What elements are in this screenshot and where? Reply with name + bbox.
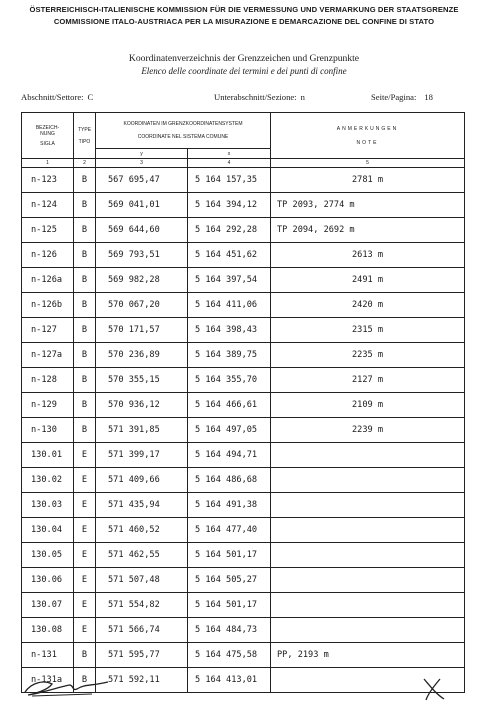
table-row [22, 193, 465, 218]
point-type: E [74, 443, 96, 468]
table-row [22, 543, 465, 568]
coord-x: 5 164 398,43 [188, 318, 271, 343]
point-id: 130.08 [22, 618, 74, 643]
table-row [22, 643, 465, 668]
point-id: n-130 [22, 418, 74, 443]
point-type: B [74, 218, 96, 243]
coord-y: 571 409,66 [96, 468, 188, 493]
header-line-italian: COMMISSIONE ITALO-AUSTRIACA PER LA MISURAZIONE E DEMARCAZIONE DEL CONFINE DI STATO [53, 17, 435, 26]
column-index: 1 [22, 159, 74, 168]
coord-y: 567 695,47 [96, 168, 188, 193]
coord-y: 571 566,74 [96, 618, 188, 643]
table-row [22, 518, 465, 543]
page-field [371, 92, 433, 102]
coord-y: 569 644,60 [96, 218, 188, 243]
header-y: y [96, 149, 188, 159]
table-row [22, 318, 465, 343]
column-index: 4 [188, 159, 271, 168]
coord-x: 5 164 157,35 [188, 168, 271, 193]
note: 2235 m [271, 343, 465, 368]
table-row [22, 168, 465, 193]
header-line-german: ÖSTERREICHISCH-ITALIENISCHE KOMMISSION FÜR DIE VERMESSUNG UND VERMARKUNG DER STAATSGRENZE [29, 5, 459, 14]
coord-x: 5 164 389,75 [188, 343, 271, 368]
point-type: B [74, 668, 96, 693]
coord-y: 571 554,82 [96, 593, 188, 618]
subsection-value: n [300, 92, 305, 102]
header-x: x [188, 149, 271, 159]
point-type: B [74, 193, 96, 218]
coord-y: 571 592,11 [96, 668, 188, 693]
note [271, 543, 465, 568]
page-value: 18 [424, 92, 433, 102]
table-row [22, 568, 465, 593]
point-id: n-126 [22, 243, 74, 268]
point-id: n-131a [22, 668, 74, 693]
point-type: B [74, 393, 96, 418]
point-type: B [74, 268, 96, 293]
point-type: B [74, 293, 96, 318]
note: TP 2093, 2774 m [271, 193, 465, 218]
signature-left [22, 676, 112, 698]
note [271, 593, 465, 618]
header-type: TYPE TIPO [74, 113, 96, 159]
point-id: 130.05 [22, 543, 74, 568]
note: 2127 m [271, 368, 465, 393]
coord-y: 570 355,15 [96, 368, 188, 393]
point-id: n-125 [22, 218, 74, 243]
point-type: B [74, 318, 96, 343]
point-type: B [74, 643, 96, 668]
coord-y: 571 462,55 [96, 543, 188, 568]
coord-x: 5 164 394,12 [188, 193, 271, 218]
coord-y: 570 936,12 [96, 393, 188, 418]
table-row [22, 293, 465, 318]
section-field [21, 92, 93, 102]
note: 2613 m [271, 243, 465, 268]
point-type: E [74, 593, 96, 618]
coord-y: 569 982,28 [96, 268, 188, 293]
point-type: B [74, 243, 96, 268]
note [271, 443, 465, 468]
coord-y: 571 391,85 [96, 418, 188, 443]
coord-y: 570 067,20 [96, 293, 188, 318]
coord-x: 5 164 292,28 [188, 218, 271, 243]
section-value: C [87, 92, 94, 102]
header-notes: ANMERKUNGEN NOTE [271, 113, 465, 159]
note [271, 568, 465, 593]
point-id: 130.02 [22, 468, 74, 493]
document-title-german: Koordinatenverzeichnis der Grenzzeichen und Grenzpunkte [128, 53, 360, 64]
note: 2491 m [271, 268, 465, 293]
coord-x: 5 164 451,62 [188, 243, 271, 268]
coord-x: 5 164 486,68 [188, 468, 271, 493]
note [271, 493, 465, 518]
note: 2239 m [271, 418, 465, 443]
coord-x: 5 164 477,40 [188, 518, 271, 543]
header-designation: BEZEICH- NUNG SIGLA [22, 113, 74, 159]
table-row [22, 593, 465, 618]
coord-x: 5 164 505,27 [188, 568, 271, 593]
coord-x: 5 164 491,38 [188, 493, 271, 518]
point-id: n-126a [22, 268, 74, 293]
column-index: 2 [74, 159, 96, 168]
point-id: n-127a [22, 343, 74, 368]
point-id: 130.07 [22, 593, 74, 618]
subsection-field [214, 92, 305, 102]
table-row [22, 343, 465, 368]
coord-y: 571 595,77 [96, 643, 188, 668]
column-index: 3 [96, 159, 188, 168]
coord-x: 5 164 494,71 [188, 443, 271, 468]
note [271, 468, 465, 493]
point-id: n-124 [22, 193, 74, 218]
header-coordinates: KOORDINATEN IM GRENZKOORDINATENSYSTEM COORDINATE NEL SISTEMA COMUNE [96, 113, 271, 149]
coordinate-table [21, 112, 465, 693]
coord-x: 5 164 411,06 [188, 293, 271, 318]
table-row [22, 268, 465, 293]
point-id: n-129 [22, 393, 74, 418]
point-type: E [74, 568, 96, 593]
coord-y: 569 793,51 [96, 243, 188, 268]
coord-x: 5 164 466,61 [188, 393, 271, 418]
point-type: E [74, 493, 96, 518]
coord-y: 569 041,01 [96, 193, 188, 218]
point-id: n-126b [22, 293, 74, 318]
table-row [22, 618, 465, 643]
coord-y: 571 399,17 [96, 443, 188, 468]
point-type: E [74, 618, 96, 643]
coord-y: 571 507,48 [96, 568, 188, 593]
point-id: 130.04 [22, 518, 74, 543]
subsection-label: Unterabschnitt/Sezione: [214, 92, 297, 102]
note [271, 518, 465, 543]
point-type: B [74, 343, 96, 368]
coord-y: 571 435,94 [96, 493, 188, 518]
coord-x: 5 164 501,17 [188, 593, 271, 618]
note: TP 2094, 2692 m [271, 218, 465, 243]
coord-y: 570 236,89 [96, 343, 188, 368]
note: 2420 m [271, 293, 465, 318]
note: 2109 m [271, 393, 465, 418]
point-id: 130.06 [22, 568, 74, 593]
point-type: B [74, 168, 96, 193]
point-type: B [74, 418, 96, 443]
coord-y: 571 460,52 [96, 518, 188, 543]
point-id: 130.01 [22, 443, 74, 468]
note [271, 618, 465, 643]
coord-y: 570 171,57 [96, 318, 188, 343]
table-row [22, 418, 465, 443]
table-row [22, 493, 465, 518]
point-type: E [74, 518, 96, 543]
coord-x: 5 164 484,73 [188, 618, 271, 643]
point-id: n-127 [22, 318, 74, 343]
coord-x: 5 164 413,01 [188, 668, 271, 693]
signature-right [420, 676, 448, 702]
coord-x: 5 164 397,54 [188, 268, 271, 293]
coord-x: 5 164 501,17 [188, 543, 271, 568]
point-type: E [74, 468, 96, 493]
point-type: B [74, 368, 96, 393]
table-row [22, 468, 465, 493]
coord-x: 5 164 355,70 [188, 368, 271, 393]
point-type: E [74, 543, 96, 568]
note: 2781 m [271, 168, 465, 193]
point-id: n-128 [22, 368, 74, 393]
column-index: 5 [271, 159, 465, 168]
table-row [22, 218, 465, 243]
coord-x: 5 164 497,05 [188, 418, 271, 443]
note: 2315 m [271, 318, 465, 343]
page-label: Seite/Pagina: [371, 92, 417, 102]
coord-x: 5 164 475,58 [188, 643, 271, 668]
point-id: n-131 [22, 643, 74, 668]
point-id: 130.03 [22, 493, 74, 518]
section-label: Abschnitt/Settore: [21, 92, 84, 102]
table-row [22, 243, 465, 268]
table-row [22, 368, 465, 393]
table-row [22, 393, 465, 418]
document-title-italian: Elenco delle coordinate dei termini e dei punti di confine [141, 66, 347, 76]
note: PP, 2193 m [271, 643, 465, 668]
point-id: n-123 [22, 168, 74, 193]
table-row [22, 443, 465, 468]
